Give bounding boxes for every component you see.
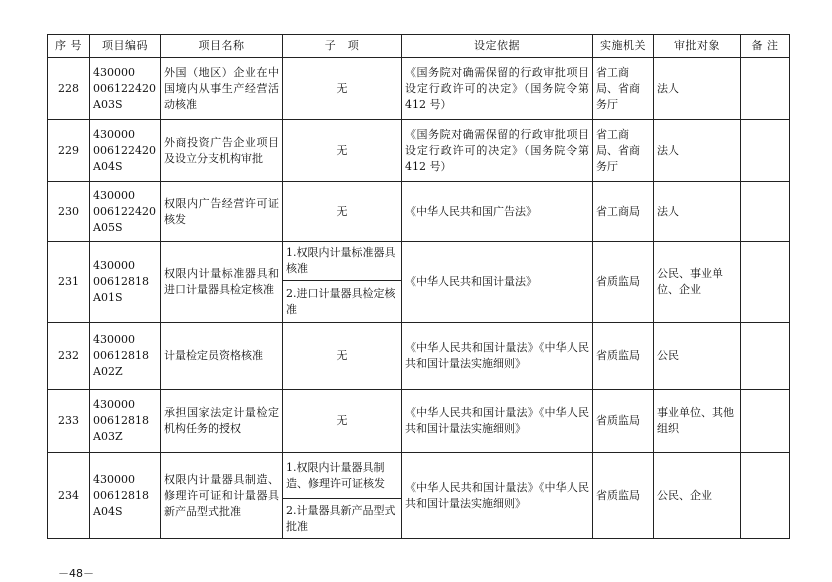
header-note: 备 注: [741, 35, 790, 58]
table-row: [48, 323, 790, 390]
table-row: [48, 58, 790, 120]
header-name: 项目名称: [161, 35, 283, 58]
header-seq: 序 号: [48, 35, 90, 58]
row-basis: 《中华人民共和国广告法》: [402, 182, 593, 242]
row-agency: 省质监局: [593, 242, 654, 323]
row-name: 外国（地区）企业在中国境内从事生产经营活动核准: [161, 58, 283, 120]
row-agency: 省质监局: [593, 390, 654, 453]
row-agency: 省工商局: [593, 182, 654, 242]
row-sub: 无: [283, 323, 402, 390]
row-agency: 省质监局: [593, 453, 654, 539]
row-note: [741, 323, 790, 390]
row-sub-item-2: 2.计量器具新产品型式批准: [283, 499, 402, 539]
row-seq: 234: [48, 453, 90, 539]
row-agency: 省工商局、省商务厅: [593, 120, 654, 182]
row-code: 430000 00612818 A04S: [90, 453, 161, 539]
header-basis: 设定依据: [402, 35, 593, 58]
page-number: －48－: [58, 567, 94, 580]
row-name: 承担国家法定计量检定机构任务的授权: [161, 390, 283, 453]
table-row: [48, 182, 790, 242]
row-basis: 《中华人民共和国计量法》《中华人民共和国计量法实施细则》: [402, 323, 593, 390]
row-name: 计量检定员资格核准: [161, 323, 283, 390]
row-basis: 《中华人民共和国计量法》《中华人民共和国计量法实施细则》: [402, 390, 593, 453]
row-basis: 《中华人民共和国计量法》: [402, 242, 593, 323]
row-name: 权限内计量标准器具和进口计量器具检定核准: [161, 242, 283, 323]
row-name: 外商投资广告企业项目及设立分支机构审批: [161, 120, 283, 182]
row-basis: 《国务院对确需保留的行政审批项目设定行政许可的决定》（国务院令第 412 号）: [402, 120, 593, 182]
row-seq: 230: [48, 182, 90, 242]
row-seq: 229: [48, 120, 90, 182]
row-note: [741, 453, 790, 539]
table-row: [48, 242, 790, 281]
row-code: 430000 00612818 A02Z: [90, 323, 161, 390]
row-seq: 231: [48, 242, 90, 323]
row-agency: 省工商局、省商务厅: [593, 58, 654, 120]
row-sub-item-2: 2.进口计量器具检定核准: [283, 281, 402, 323]
row-seq: 232: [48, 323, 90, 390]
row-seq: 233: [48, 390, 90, 453]
header-target: 审批对象: [654, 35, 741, 58]
row-target: 公民、企业: [654, 453, 741, 539]
row-code: 430000 006122420 A04S: [90, 120, 161, 182]
table-header-row: [48, 35, 790, 58]
row-basis: 《国务院对确需保留的行政审批项目设定行政许可的决定》（国务院令第 412 号）: [402, 58, 593, 120]
row-target: 法人: [654, 182, 741, 242]
row-sub-item-1: 1.权限内计量标准器具核准: [283, 242, 402, 281]
row-sub: 无: [283, 120, 402, 182]
header-code: 项目编码: [90, 35, 161, 58]
row-target: 法人: [654, 120, 741, 182]
row-target: 事业单位、其他组织: [654, 390, 741, 453]
row-agency: 省质监局: [593, 323, 654, 390]
row-name: 权限内广告经营许可证核发: [161, 182, 283, 242]
row-code: 430000 006122420 A05S: [90, 182, 161, 242]
row-note: [741, 58, 790, 120]
row-sub-item-1: 1.权限内计量器具制造、修理许可证核发: [283, 453, 402, 499]
row-note: [741, 242, 790, 323]
row-code: 430000 00612818 A01S: [90, 242, 161, 323]
row-basis: 《中华人民共和国计量法》《中华人民共和国计量法实施细则》: [402, 453, 593, 539]
row-target: 法人: [654, 58, 741, 120]
row-sub: 无: [283, 390, 402, 453]
row-note: [741, 390, 790, 453]
table-row: [48, 120, 790, 182]
approval-items-table: [47, 34, 790, 539]
row-sub: 无: [283, 182, 402, 242]
row-target: 公民: [654, 323, 741, 390]
header-sub: 子 项: [283, 35, 402, 58]
row-note: [741, 120, 790, 182]
header-agency: 实施机关: [593, 35, 654, 58]
row-note: [741, 182, 790, 242]
row-code: 430000 00612818 A03Z: [90, 390, 161, 453]
table-row: [48, 453, 790, 499]
row-seq: 228: [48, 58, 90, 120]
row-sub: 无: [283, 58, 402, 120]
row-code: 430000 006122420 A03S: [90, 58, 161, 120]
row-target: 公民、事业单位、企业: [654, 242, 741, 323]
table-row: [48, 390, 790, 453]
row-name: 权限内计量器具制造、修理许可证和计量器具新产品型式批准: [161, 453, 283, 539]
